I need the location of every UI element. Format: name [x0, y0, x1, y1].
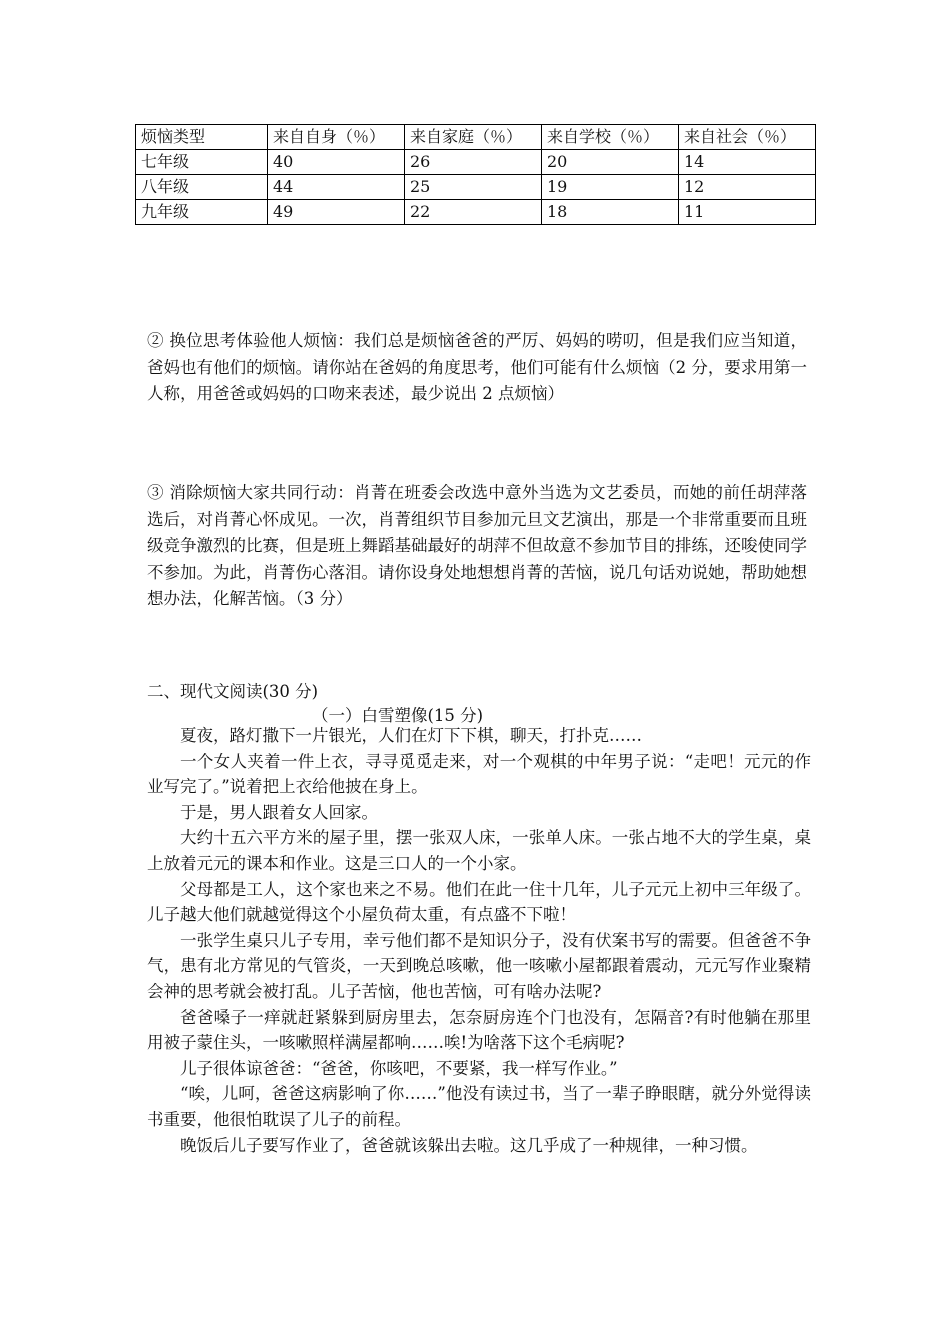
table-cell: 22 — [405, 200, 542, 225]
table-cell: 七年级 — [136, 150, 268, 175]
article-paragraph: “唉，儿呵，爸爸这病影响了你……”他没有读过书，当了一辈子睁眼瞎，就分外觉得读书重要，他很怕耽误了儿子的前程。 — [147, 1084, 811, 1129]
article-paragraph: 父母都是工人，这个家也来之不易。他们在此一住十几年，儿子元元上初中三年级了。儿子越大他们就越觉得这个小屋负荷太重，有点盛不下啦！ — [147, 879, 811, 925]
section-heading: 二、现代文阅读(30 分) — [147, 682, 319, 701]
article-title: （一）白雪塑像(15 分) — [312, 706, 484, 725]
table-cell: 九年级 — [136, 200, 268, 225]
table-header-cell: 烦恼类型 — [136, 125, 268, 150]
table-header-cell: 来自社会（％） — [679, 125, 816, 150]
survey-table — [135, 124, 816, 225]
table-cell: 19 — [542, 175, 679, 200]
article-paragraph: 大约十五六平方米的屋子里，摆一张双人床，一张单人床。一张占地不大的学生桌，桌上放着元元的课本和作业。这是三口人的一个小家。 — [147, 828, 811, 873]
table-row — [136, 200, 816, 225]
article-paragraph: 一个女人夹着一件上衣，寻寻觅觅走来，对一个观棋的中年男子说：“走吧！元元的作业写完了。”说着把上衣给他披在身上。 — [147, 751, 811, 797]
table-cell: 八年级 — [136, 175, 268, 200]
table-header-cell: 来自家庭（％） — [405, 125, 542, 150]
article-paragraph: 于是，男人跟着女人回家。 — [180, 802, 378, 822]
article-paragraph: 儿子很体谅爸爸：“爸爸，你咳吧，不要紧，我一样写作业。” — [180, 1058, 618, 1078]
table-cell: 26 — [405, 150, 542, 175]
table-cell: 11 — [679, 200, 816, 225]
article-body — [147, 723, 811, 1158]
table-header-cell: 来自学校（％） — [542, 125, 679, 150]
article-paragraph: 一张学生桌只儿子专用，幸亏他们都不是知识分子，没有伏案书写的需要。但爸爸不争气，患有北方常见的气管炎，一天到晚总咳嗽，他一咳嗽小屋都跟着震动，元元写作业聚精会神的思考就会被打乱。儿子苦恼，他也苦恼，可有啥办法呢? — [147, 930, 811, 1001]
question-2: ② 换位思考体验他人烦恼：我们总是烦恼爸爸的严厉、妈妈的唠叨，但是我们应当知道，爸妈也有他们的烦恼。请你站在爸妈的角度思考，他们可能有什么烦恼（2 分，要求用第一人称，用爸爸或妈妈的口吻来表述，最少说出 2 点烦恼） — [147, 331, 807, 403]
table-cell: 14 — [679, 150, 816, 175]
table-row — [136, 150, 816, 175]
table-cell: 18 — [542, 200, 679, 225]
table-cell: 20 — [542, 150, 679, 175]
table-cell: 25 — [405, 175, 542, 200]
table-header-row — [136, 125, 816, 150]
table-cell: 49 — [268, 200, 405, 225]
article-paragraph: 爸爸嗓子一痒就赶紧躲到厨房里去，怎奈厨房连个门也没有，怎隔音?有时他躺在那里用被子蒙住头，一咳嗽照样满屋都响……唉!为啥落下这个毛病呢? — [147, 1007, 811, 1053]
table-cell: 12 — [679, 175, 816, 200]
article-paragraph: 晚饭后儿子要写作业了，爸爸就该躲出去啦。这几乎成了一种规律，一种习惯。 — [180, 1135, 758, 1155]
table-row — [136, 175, 816, 200]
table-cell: 40 — [268, 150, 405, 175]
article-paragraph: 夏夜，路灯撒下一片银光，人们在灯下下棋，聊天，打扑克…… — [180, 726, 642, 745]
table-header-cell: 来自自身（％） — [268, 125, 405, 150]
table-cell: 44 — [268, 175, 405, 200]
question-3: ③ 消除烦恼大家共同行动：肖菁在班委会改选中意外当选为文艺委员，而她的前任胡萍落选后，对肖菁心怀成见。一次，肖菁组织节目参加元旦文艺演出，那是一个非常重要而且班级竞争激烈的比赛，但是班上舞蹈基础最好的胡萍不但故意不参加节目的排练，还唆使同学不参加。为此，肖菁伤心落泪。请你设身处地想想肖菁的苦恼，说几句话劝说她，帮助她想想办法，化解苦恼。（3 分） — [147, 483, 807, 608]
